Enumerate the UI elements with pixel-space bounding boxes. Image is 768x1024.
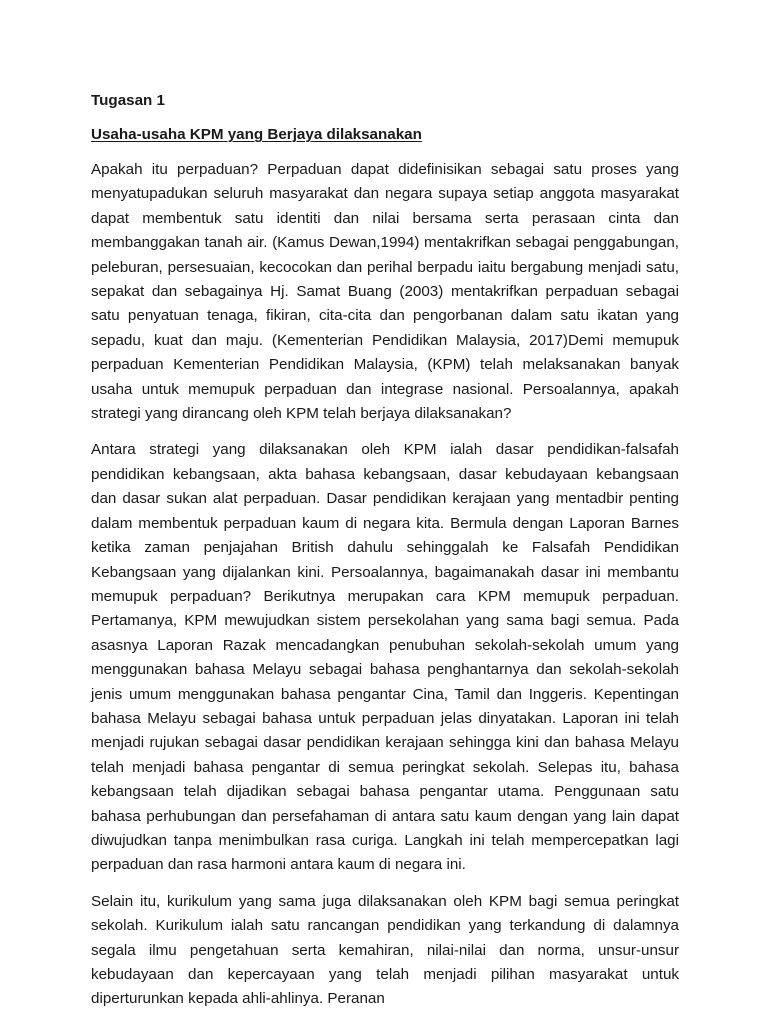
document-body xyxy=(91,90,679,1012)
section-heading: Usaha-usaha KPM yang Berjaya dilaksanakan xyxy=(91,126,422,143)
paragraph-2: Antara strategi yang dilaksanakan oleh KPM ialah dasar pendidikan-falsafah pendidikan kebangsaan, akta bahasa kebangsaan, dasar kebudayaan kebangsaan dan dasar sukan alat perpaduan. Dasar pendidikan kerajaan yang mentadbir penting dalam membentuk perpaduan kaum di negara kita. Bermula dengan Laporan Barnes ketika zaman penjajahan British dahulu sehinggalah ke Falsafah Pendidikan Kebangsaan yang dijalankan kini. Persoalannya, bagaimanakah dasar ini membantu memupuk perpaduan? Berikutnya merupakan cara KPM memupuk perpaduan. Pertamanya, KPM mewujudkan sistem persekolahan yang sama bagi semua. Pada asasnya Laporan Razak mencadangkan penubuhan sekolah-sekolah umum yang menggunakan bahasa Melayu sebagai bahasa penghantarnya dan sekolah-sekolah jenis umum menggunakan bahasa pengantar Cina, Tamil dan Inggeris. Kepentingan bahasa Melayu sebagai bahasa untuk perpaduan jelas dinyatakan. Laporan ini telah menjadi rujukan sebagai dasar pendidikan kerajaan sehingga kini dan bahasa Melayu telah menjadi bahasa pengantar di semua peringkat sekolah. Selepas itu, bahasa kebangsaan telah dijadikan sebagai bahasa pengantar utama. Penggunaan satu bahasa perhubungan dan persefahaman di antara satu kaum dengan yang lain dapat diwujudkan tanpa menimbulkan rasa curiga. Langkah ini telah mempercepatkan lagi perpaduan dan rasa harmoni antara kaum di negara ini. xyxy=(91,441,679,874)
paragraph-1: Apakah itu perpaduan? Perpaduan dapat didefinisikan sebagai satu proses yang menyatupadukan seluruh masyarakat dan negara supaya setiap anggota masyarakat dapat membentuk satu identiti dan nilai bersama serta perasaan cinta dan membanggakan tanah air. (Kamus Dewan,1994) mentakrifkan sebagai penggabungan, peleburan, persesuaian, kecocokan dan perihal berpadu iaitu bergabung menjadi satu, sepakat dan sebagainya Hj. Samat Buang (2003) mentakrifkan perpaduan sebagai satu penyatuan tenaga, fikiran, cita-cita dan pengorbanan dalam satu ikatan yang sepadu, kuat dan maju. (Kementerian Pendidikan Malaysia, 2017)Demi memupuk perpaduan Kementerian Pendidikan Malaysia, (KPM) telah melaksanakan banyak usaha untuk memupuk perpaduan dan integrase nasional. Persoalannya, apakah strategi yang dirancang oleh KPM telah berjaya dilaksanakan? xyxy=(91,161,679,423)
task-title: Tugasan 1 xyxy=(91,92,165,109)
paragraph-3: Selain itu, kurikulum yang sama juga dilaksanakan oleh KPM bagi semua peringkat sekolah. Kurikulum ialah satu rancangan pendidikan yang terkandung di dalamnya segala ilmu pengetahuan serta kemahiran, nilai-nilai dan norma, unsur-unsur kebudayaan dan kepercayaan yang telah menjadi pilihan masyarakat untuk diperturunkan kepada ahli-ahlinya. Peranan xyxy=(91,892,679,1008)
